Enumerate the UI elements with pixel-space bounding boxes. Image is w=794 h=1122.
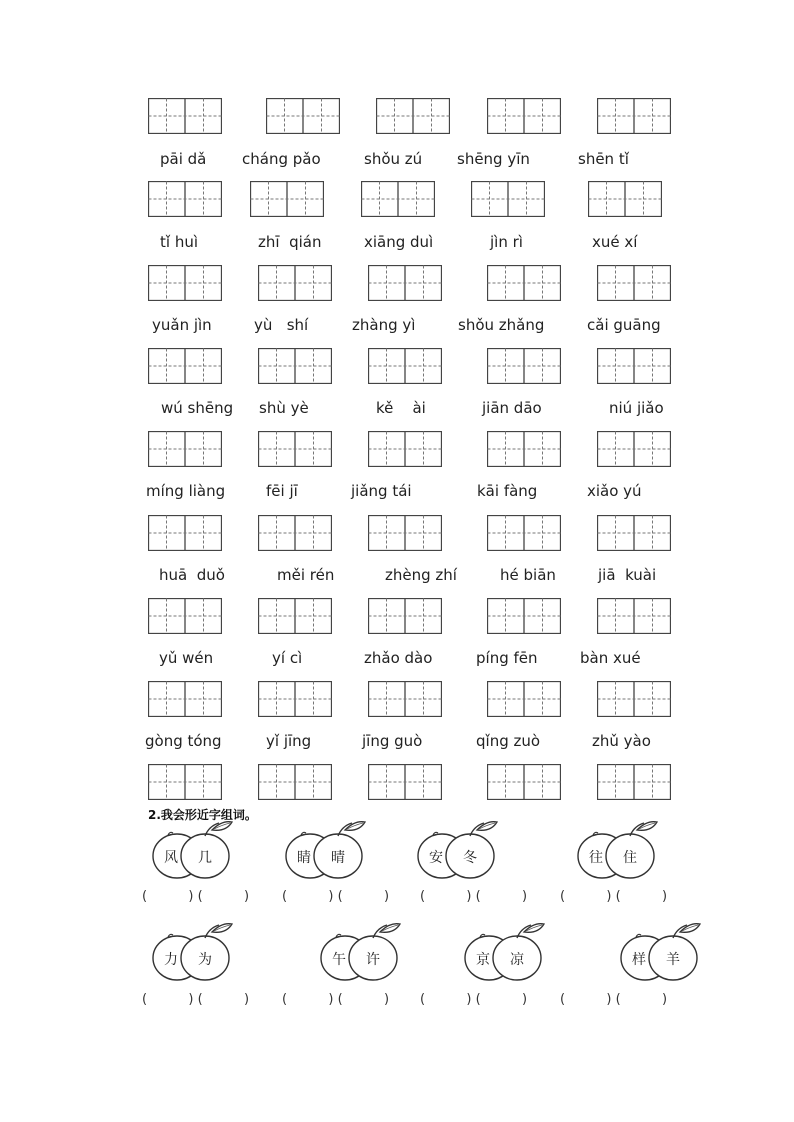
writing-grid[interactable] xyxy=(597,348,671,384)
writing-grid[interactable] xyxy=(368,431,442,467)
writing-grid[interactable] xyxy=(597,515,671,551)
pinyin-label: qǐng zuò xyxy=(476,732,541,750)
writing-grid[interactable] xyxy=(258,431,332,467)
apple-pair xyxy=(283,820,375,888)
apple-pair xyxy=(150,922,242,990)
pinyin-label: xiāng duì xyxy=(364,233,434,251)
writing-grid[interactable] xyxy=(597,764,671,800)
writing-grid[interactable] xyxy=(487,265,561,301)
pinyin-label: cháng pǎo xyxy=(242,150,321,168)
answer-blanks[interactable]: ( ) ( ) xyxy=(142,889,250,904)
writing-grid[interactable] xyxy=(487,681,561,717)
apple-character: 风 xyxy=(164,850,178,866)
writing-grid[interactable] xyxy=(148,431,222,467)
writing-grid[interactable] xyxy=(148,681,222,717)
apple-character: 羊 xyxy=(666,952,680,968)
pinyin-label: tǐ huì xyxy=(160,233,198,251)
writing-grid[interactable] xyxy=(266,98,340,134)
writing-grid[interactable] xyxy=(148,181,222,217)
apple-character: 睛 xyxy=(297,850,311,866)
pinyin-label: zhǔ yào xyxy=(592,732,651,750)
apple-pair xyxy=(415,820,507,888)
pinyin-label: hé biān xyxy=(500,566,556,584)
apple-character: 力 xyxy=(164,952,178,968)
answer-blanks[interactable]: ( ) ( ) xyxy=(142,992,250,1007)
apple-character: 晴 xyxy=(331,850,345,866)
pinyin-label: gòng tóng xyxy=(145,732,222,750)
writing-grid[interactable] xyxy=(148,98,222,134)
writing-grid[interactable] xyxy=(258,348,332,384)
pinyin-label: kāi fàng xyxy=(477,482,538,500)
pinyin-label: pāi dǎ xyxy=(160,150,207,168)
writing-grid[interactable] xyxy=(588,181,662,217)
pinyin-label: yí cì xyxy=(272,649,303,667)
apple-character: 凉 xyxy=(510,952,524,968)
pinyin-label: míng liàng xyxy=(146,482,226,500)
pinyin-label: shǒu zhǎng xyxy=(458,316,545,334)
apple-pair xyxy=(318,922,410,990)
writing-grid[interactable] xyxy=(597,98,671,134)
writing-grid[interactable] xyxy=(258,764,332,800)
pinyin-label: kě ài xyxy=(376,399,426,417)
writing-grid[interactable] xyxy=(361,181,435,217)
pinyin-label: yǔ wén xyxy=(159,649,214,667)
pinyin-label: jiā kuài xyxy=(598,566,657,584)
pinyin-label: xué xí xyxy=(592,233,638,251)
answer-blanks[interactable]: ( ) ( ) xyxy=(282,992,390,1007)
apple-pair xyxy=(575,820,667,888)
writing-grid[interactable] xyxy=(148,598,222,634)
pinyin-label: zhèng zhí xyxy=(385,566,457,584)
pinyin-label: cǎi guāng xyxy=(587,316,661,334)
apple-character: 午 xyxy=(332,952,346,968)
apple-character: 为 xyxy=(198,952,212,968)
writing-grid[interactable] xyxy=(148,515,222,551)
pinyin-label: fēi jī xyxy=(266,482,298,500)
writing-grid[interactable] xyxy=(597,681,671,717)
writing-grid[interactable] xyxy=(487,515,561,551)
answer-blanks[interactable]: ( ) ( ) xyxy=(420,889,528,904)
pinyin-label: huā duǒ xyxy=(159,566,225,584)
apple-character: 安 xyxy=(429,850,443,866)
writing-grid[interactable] xyxy=(250,181,324,217)
apple-pair xyxy=(462,922,554,990)
writing-grid[interactable] xyxy=(487,598,561,634)
writing-grid[interactable] xyxy=(487,98,561,134)
writing-grid[interactable] xyxy=(368,265,442,301)
pinyin-label: niú jiǎo xyxy=(609,399,664,417)
answer-blanks[interactable]: ( ) ( ) xyxy=(282,889,390,904)
apple-character: 样 xyxy=(632,952,646,968)
apple-character: 京 xyxy=(476,952,490,968)
apple-pair xyxy=(618,922,710,990)
pinyin-label: yù shí xyxy=(254,316,309,334)
apple-character: 住 xyxy=(623,850,637,866)
writing-grid[interactable] xyxy=(368,598,442,634)
writing-grid[interactable] xyxy=(368,681,442,717)
pinyin-label: shù yè xyxy=(259,399,309,417)
pinyin-label: shēn tǐ xyxy=(578,150,629,168)
writing-grid[interactable] xyxy=(597,598,671,634)
writing-grid[interactable] xyxy=(368,764,442,800)
answer-blanks[interactable]: ( ) ( ) xyxy=(560,889,668,904)
writing-grid[interactable] xyxy=(487,431,561,467)
writing-grid[interactable] xyxy=(597,265,671,301)
writing-grid[interactable] xyxy=(471,181,545,217)
pinyin-label: bàn xué xyxy=(580,649,641,667)
apple-character: 冬 xyxy=(463,850,477,866)
pinyin-label: yǐ jīng xyxy=(266,732,312,750)
writing-grid[interactable] xyxy=(597,431,671,467)
pinyin-label: xiǎo yú xyxy=(587,482,642,500)
writing-grid[interactable] xyxy=(258,598,332,634)
writing-grid[interactable] xyxy=(368,348,442,384)
pinyin-label: jiān dāo xyxy=(482,399,542,417)
writing-grid[interactable] xyxy=(376,98,450,134)
writing-grid[interactable] xyxy=(258,265,332,301)
apple-pair xyxy=(150,820,242,888)
pinyin-label: jīng guò xyxy=(362,732,423,750)
pinyin-label: píng fēn xyxy=(476,649,538,667)
pinyin-label: yuǎn jìn xyxy=(152,316,212,334)
writing-grid[interactable] xyxy=(258,681,332,717)
writing-grid[interactable] xyxy=(368,515,442,551)
writing-grid[interactable] xyxy=(487,348,561,384)
pinyin-label: wú shēng xyxy=(161,399,234,417)
pinyin-label: jiǎng tái xyxy=(351,482,412,500)
apple-character: 许 xyxy=(366,952,380,968)
pinyin-label: měi rén xyxy=(277,566,335,584)
pinyin-label: jìn rì xyxy=(490,233,523,251)
pinyin-label: zhàng yì xyxy=(352,316,416,334)
answer-blanks[interactable]: ( ) ( ) xyxy=(560,992,668,1007)
pinyin-label: shǒu zú xyxy=(364,150,423,168)
pinyin-label: zhī qián xyxy=(258,233,322,251)
answer-blanks[interactable]: ( ) ( ) xyxy=(420,992,528,1007)
apple-character: 往 xyxy=(589,850,603,866)
writing-grid[interactable] xyxy=(148,348,222,384)
writing-grid[interactable] xyxy=(258,515,332,551)
section-title: 2.我会形近字组词。 xyxy=(148,808,257,822)
pinyin-label: shēng yīn xyxy=(457,150,530,168)
pinyin-label: zhǎo dào xyxy=(364,649,433,667)
writing-grid[interactable] xyxy=(487,764,561,800)
apple-character: 几 xyxy=(198,850,212,866)
writing-grid[interactable] xyxy=(148,764,222,800)
writing-grid[interactable] xyxy=(148,265,222,301)
